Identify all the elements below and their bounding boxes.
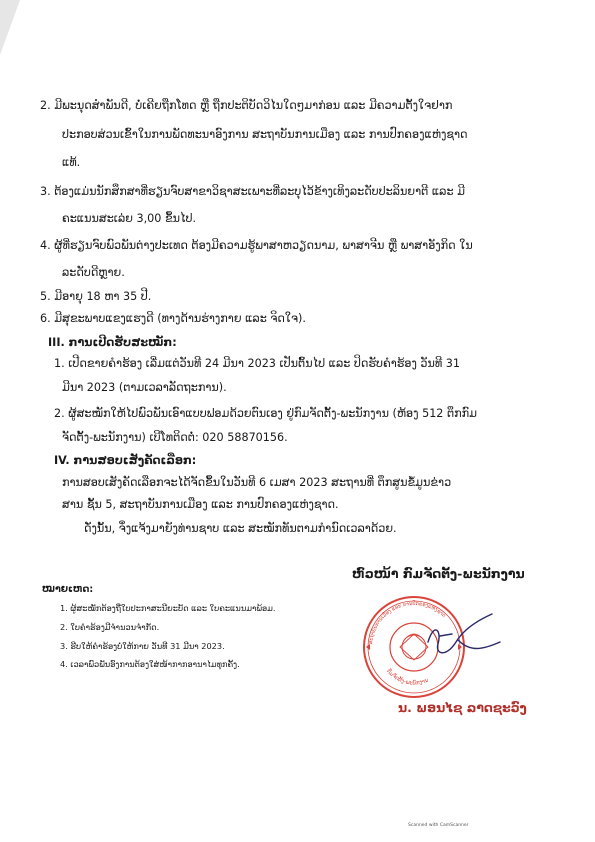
section-3-p1-line-1: 1. ເປີດຂາຍຄຳຮ້ອງ ເລີ່ມແຕ່ວັນທີ 24 ມີນາ 2023 ເປັນຕົ້ນໄປ ແລະ ປິດຮັບຄຳຮ້ອງ ວັນທີ 31 bbox=[54, 357, 460, 370]
section-3-p2-line-2: ຈັດຕັ້ງ-ພະນັກງານ) ເບີໂທຕິດຕໍ່: 020 58870156. bbox=[62, 431, 288, 444]
item-2-line-3: ແທ້. bbox=[62, 156, 81, 169]
item-6: 6. ມີສຸຂະພາບແຂງແຮງດີ (ທາງດ້ານຮ່າງກາຍ ແລະ ຈິດໃຈ). bbox=[40, 312, 306, 325]
item-5: 5. ມີອາຍຸ 18 ຫາ 35 ປີ. bbox=[40, 290, 152, 303]
section-4-heading: IV. ການສອບເສັງຄັດເລືອກ: bbox=[54, 454, 197, 467]
item-2-line-1: 2. ມີພະນຸດສຳພັນດີ, ບໍ່ເຄີຍຖືກໂທດ ຫຼື ຖືກປະຕິບັດວິໄນໃດໆມາກ່ອນ ແລະ ມີຄວາມຕັ້ງໃຈຢາກ bbox=[40, 99, 453, 112]
notes-title: ໝາຍເຫດ: bbox=[42, 584, 94, 595]
stamp-arc-text: ສະຖາບັນການເມືອງ ແລະ ການປົກຄອງແຫ່ງຊາດ bbox=[368, 600, 447, 645]
scanner-footer: Scanned with CamScanner bbox=[408, 823, 469, 828]
note-2: 2. ໃບຄຳຮ້ອງມີຈຳນວນຈຳກັດ. bbox=[60, 622, 160, 632]
scan-corner-shadow bbox=[0, 0, 40, 60]
item-2-line-2: ປະກອບສ່ວນເຂົ້າໃນການພັດທະນາອົງການ ສະຖາບັນການເມືອງ ແລະ ການປົກຄອງແຫ່ງຊາດ bbox=[62, 128, 468, 141]
section-3-p2-line-1: 2. ຜູ້ສະໝັກໃຫ້ໄປພົວພັນເອົາແບບຟອມດ້ວຍຕົນເອງ ຢູ່ກົມຈັດຕັ້ງ-ພະນັກງານ (ຫ້ອງ 512 ຕຶກກົມ bbox=[54, 407, 478, 420]
item-4-line-2: ລະດັບດີຫຼາຍ. bbox=[62, 266, 125, 279]
item-3-line-1: 3. ຕ້ອງແມ່ນນັກສຶກສາທີ່ຮຽນຈົບສາຂາວິຊາສະເພາະທີ່ລະບຸໄວ້ຂ້າງເທິງລະດັບປະລິນຍາຕີ ແລະ ມີ bbox=[40, 185, 465, 198]
note-3: 3. ຮີບໃຫ້ຄຳຮ້ອງບໍ່ໃຫ້ກາຍ ວັນທີ 31 ມີນາ 2023. bbox=[60, 641, 225, 651]
section-3-heading: III. ການເປີດຮັບສະໝັກ: bbox=[48, 336, 177, 349]
section-4-p1-line-1: ການສອບເສັງຄັດເລືອກຈະໄດ້ຈັດຂຶ້ນໃນວັນທີ 6 ເມສາ 2023 ສະຖານທີ່ ຕຶກສູນຂໍ້ມູນຂ່າວ bbox=[62, 476, 452, 489]
signatory-name: ນ. ພອນໄຊ ລາດຊະວົງ bbox=[398, 700, 527, 715]
item-3-line-2: ຄະແນນສະເລ່ຍ 3,00 ຂຶ້ນໄປ. bbox=[62, 212, 197, 225]
stamp-bottom-text: ກົມຈັດຕັ້ງ-ພະນັກງານ bbox=[385, 668, 430, 687]
signatory-title: ຫົວໜ້າ ກົມຈັດຕັ້ງ-ພະນັກງານ bbox=[352, 566, 525, 581]
note-4: 4. ເວລາພົວພັນອົງການຕ້ອງໃສ່ໜ້າກາກອານາໄມທຸກຄັ້ງ. bbox=[60, 659, 240, 669]
item-4-line-1: 4. ຜູ້ທີ່ຮຽນຈົບພົວພັນຕ່າງປະເທດ ຕ້ອງມີຄວາມຮູ້ພາສາຫວຽດນາມ, ພາສາຈີນ ຫຼື ພາສາອັງກິດ ໃນ bbox=[40, 239, 473, 252]
section-4-p1-line-2: ສານ ຊັ້ນ 5, ສະຖາບັນການເມືອງ ແລະ ການປົກຄອງແຫ່ງຊາດ. bbox=[62, 498, 339, 511]
note-1: 1. ຜູ້ສະໝັກຕ້ອງຖືໃບປະກາສະນີຍະບັດ ແລະ ໃບຄະແນນມາພ້ອມ. bbox=[60, 603, 276, 613]
section-3-p1-line-2: ມີນາ 2023 (ຕາມເວລາລັດຖະການ). bbox=[62, 381, 227, 394]
closing-paragraph: ດັ່ງນັ້ນ, ຈຶ່ງແຈ້ງມາຍັງທ່ານຊາບ ແລະ ສະໝັກທັນຕາມກຳນົດເວລາດ້ວຍ. bbox=[84, 522, 397, 535]
official-stamp bbox=[360, 592, 510, 702]
